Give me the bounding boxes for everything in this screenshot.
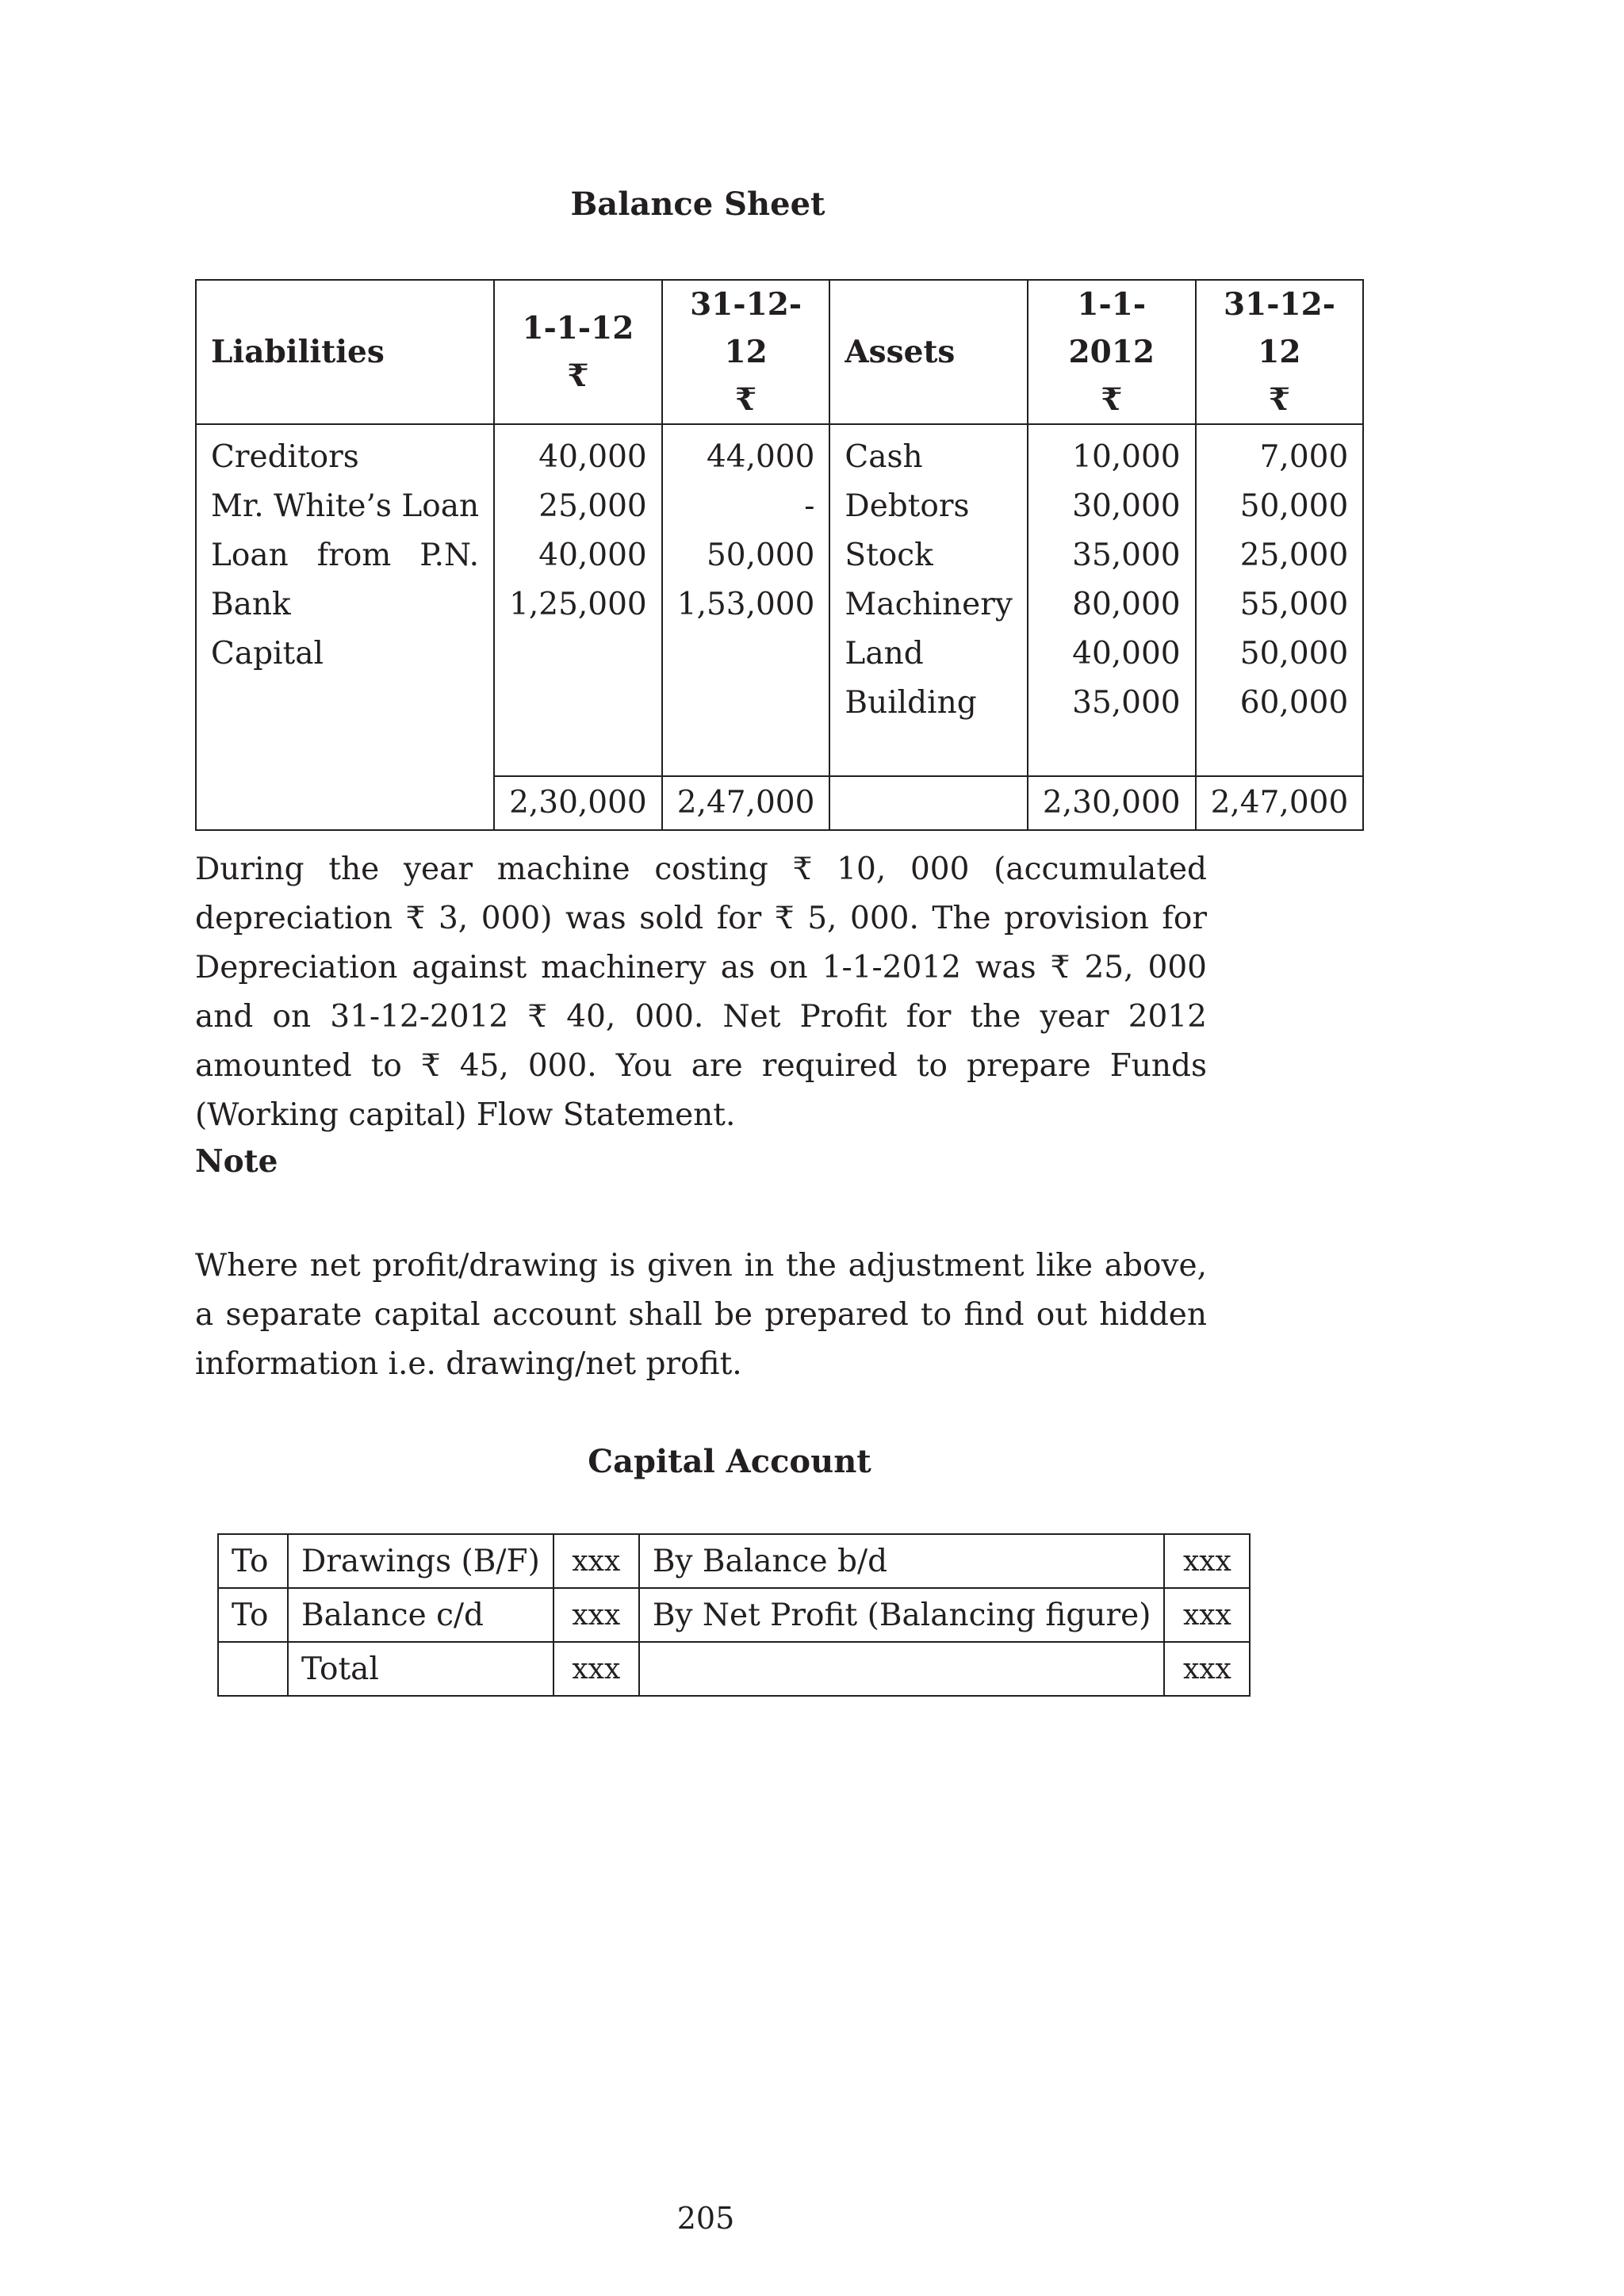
empty-cell [662,728,830,776]
liabilities-date2-label: 31-12-12 [690,286,802,370]
liability-name: Creditors [196,424,494,482]
empty-cell [1028,728,1196,776]
liability-amount: 40,000 [494,531,662,580]
liability-amount [662,629,830,679]
table-spacer-row [196,728,1363,776]
page-number: 205 [676,2201,735,2236]
debit-particular: Total [288,1642,553,1696]
empty-cell [196,728,494,776]
asset-amount: 7,000 [1196,424,1364,482]
liability-amount: 1,53,000 [662,580,830,629]
rupee-symbol: ₹ [567,358,589,394]
asset-amount: 35,000 [1028,679,1196,728]
table-row [196,580,1363,629]
asset-name: Cash [829,424,1028,482]
entry-prefix: To [218,1534,288,1588]
total-liabilities-2012-end: 2,47,000 [662,776,830,830]
note-paragraph: Where net profit/drawing is given in the adjustment like above, a separate capital account shall be prepared to find out hidden information i.e. drawing/net profit. [195,1248,1207,1382]
liability-name [196,531,494,580]
liability-amount: 40,000 [494,424,662,482]
empty-cell [829,776,1028,830]
empty-cell [829,728,1028,776]
asset-name: Machinery [829,580,1028,629]
empty-cell [196,776,494,830]
liability-name: Mr. White’s Loan [196,482,494,531]
credit-amount: xxx [1164,1588,1250,1642]
table-row [218,1534,1250,1588]
table-row [196,424,1363,482]
entry-prefix [218,1642,288,1696]
liability-name: Bank [196,580,494,629]
liability-amount: 50,000 [662,531,830,580]
assets-date2-label: 31-12-12 [1223,286,1335,370]
note-heading: Note [195,1143,278,1180]
rupee-symbol: ₹ [1268,381,1290,418]
liability-name [196,679,494,728]
table-row [218,1642,1250,1696]
liabilities-header: Liabilities [196,280,494,424]
capital-account-table [217,1533,1251,1697]
assets-date2-header [1196,280,1364,424]
asset-amount: 60,000 [1196,679,1364,728]
asset-amount: 30,000 [1028,482,1196,531]
assets-date1-label: 1-1-2012 [1068,286,1155,370]
liability-name: Capital [196,629,494,679]
liability-amount: 44,000 [662,424,830,482]
credit-particular: By Net Profit (Balancing figure) [639,1588,1165,1642]
liabilities-date1-label: 1-1-12 [522,310,634,346]
asset-amount: 50,000 [1196,629,1364,679]
empty-cell [494,728,662,776]
table-row [196,629,1363,679]
asset-name: Stock [829,531,1028,580]
total-assets-2012-end: 2,47,000 [1196,776,1364,830]
debit-particular: Balance c/d [288,1588,553,1642]
credit-amount: xxx [1164,1642,1250,1696]
debit-amount: xxx [553,1588,639,1642]
problem-paragraph: During the year machine costing ₹ 10, 000 (accumulated depreciation ₹ 3, 000) was sold for ₹ 5, 000. The provision for Depreciation against machinery as on 1-1-2012 was ₹ 25, 000 and on 31-12-2012 ₹ 40, 000. Net Profit for the year 2012 amounted to ₹ 45, 000. You are required to prepare Funds (Working capital) Flow Statement. [195,851,1207,1133]
table-row [196,531,1363,580]
rupee-symbol: ₹ [735,381,757,418]
balance-sheet-header-row [196,280,1363,424]
capital-account-title: Capital Account [588,1443,871,1480]
asset-amount: 35,000 [1028,531,1196,580]
liabilities-date2-header [662,280,830,424]
assets-date1-header [1028,280,1196,424]
total-assets-2012-start: 2,30,000 [1028,776,1196,830]
asset-amount: 50,000 [1196,482,1364,531]
balance-sheet-table [195,279,1364,831]
liabilities-date1-header [494,280,662,424]
rupee-symbol: ₹ [1101,381,1123,418]
asset-amount: 40,000 [1028,629,1196,679]
debit-amount: xxx [553,1534,639,1588]
loan-word: Loan [211,538,289,573]
assets-header: Assets [829,280,1028,424]
loan-word: from [316,538,392,573]
totals-row [196,776,1363,830]
asset-name: Building [829,679,1028,728]
asset-name: Land [829,629,1028,679]
debit-amount: xxx [553,1642,639,1696]
liability-amount [494,679,662,728]
total-liabilities-2012-start: 2,30,000 [494,776,662,830]
liability-amount: 1,25,000 [494,580,662,629]
entry-prefix: To [218,1588,288,1642]
liability-amount: - [662,482,830,531]
liability-amount [662,679,830,728]
debit-particular: Drawings (B/F) [288,1534,553,1588]
table-row [196,679,1363,728]
liability-amount: 25,000 [494,482,662,531]
asset-amount: 25,000 [1196,531,1364,580]
liability-amount [494,629,662,679]
empty-cell [1196,728,1364,776]
table-row [196,482,1363,531]
credit-particular: By Balance b/d [639,1534,1165,1588]
loan-word: P.N. [419,538,480,573]
balance-sheet-title: Balance Sheet [570,186,825,223]
asset-name: Debtors [829,482,1028,531]
asset-amount: 10,000 [1028,424,1196,482]
table-row [218,1588,1250,1642]
credit-particular [639,1642,1165,1696]
asset-amount: 80,000 [1028,580,1196,629]
asset-amount: 55,000 [1196,580,1364,629]
credit-amount: xxx [1164,1534,1250,1588]
